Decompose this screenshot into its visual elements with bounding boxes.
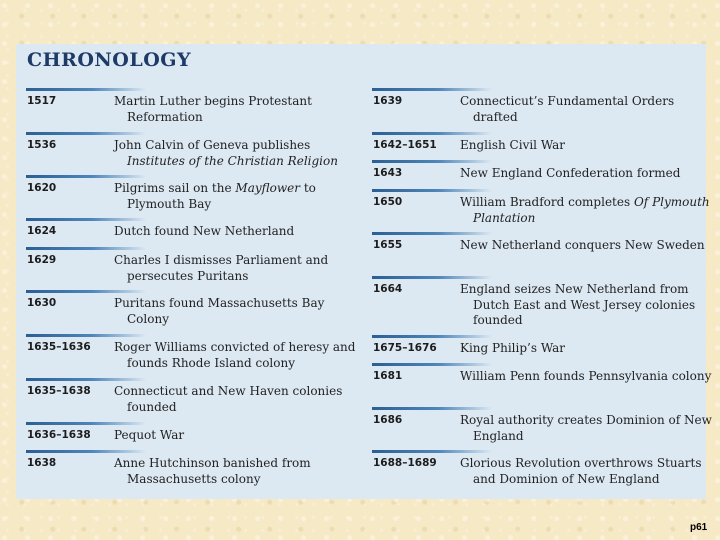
entry-event: Pilgrims sail on the Mayflower to Plymouth Bay	[114, 181, 316, 211]
timeline-bar	[372, 335, 492, 338]
entry-year: 1536	[27, 139, 57, 151]
timeline-bar	[372, 88, 492, 91]
timeline-entry	[372, 160, 702, 189]
timeline-entry	[26, 422, 356, 450]
entry-event: William Bradford completes Of Plymouth Plantation	[460, 195, 710, 225]
entry-year: 1638	[27, 457, 57, 469]
timeline-bar	[26, 290, 146, 293]
entry-year: 1664	[373, 283, 403, 295]
entry-year: 1643	[373, 167, 403, 179]
timeline-entry	[26, 132, 356, 175]
entry-event: Glorious Revolution overthrows Stuarts and Dominion of New England	[460, 456, 702, 486]
entry-event: New Netherland conquers New Sweden	[460, 238, 705, 252]
entry-year: 1629	[27, 254, 57, 266]
timeline-entry	[26, 175, 356, 218]
entry-event: Martin Luther begins Protestant Reformation	[114, 94, 312, 124]
timeline-entry	[26, 247, 356, 290]
timeline-bar	[372, 450, 492, 453]
entry-event: Connecticut’s Fundamental Orders drafted	[460, 94, 675, 124]
timeline-entry	[26, 88, 356, 132]
timeline-entry	[372, 232, 705, 276]
timeline-entry	[372, 450, 702, 490]
entry-event: New England Confederation formed	[460, 166, 681, 180]
timeline-bar	[372, 276, 492, 279]
timeline-entry	[372, 276, 702, 335]
entry-year: 1655	[373, 239, 403, 251]
entry-year: 1642–1651	[373, 139, 437, 151]
timeline-bar	[372, 160, 492, 163]
timeline-entry	[372, 132, 702, 160]
entry-event: Roger Williams convicted of heresy and founds Rhode Island colony	[114, 340, 356, 370]
timeline-entry	[26, 450, 356, 490]
entry-year: 1681	[373, 370, 403, 382]
entry-event-title: Of Plymouth Plantation	[473, 195, 710, 225]
entry-year: 1635–1638	[27, 385, 91, 397]
entry-event: Charles I dismisses Parliament and persecutes Puritans	[114, 253, 329, 283]
entry-event: Puritans found Massachusetts Bay Colony	[114, 296, 325, 326]
timeline-entry	[372, 407, 712, 450]
timeline-bar	[26, 218, 146, 221]
entry-year: 1650	[373, 196, 403, 208]
timeline-bar	[372, 189, 492, 192]
timeline-bar	[372, 232, 492, 235]
timeline-bar	[372, 132, 492, 135]
timeline-entry	[372, 88, 702, 132]
entry-event: Dutch found New Netherland	[114, 224, 295, 238]
page-number: p61	[690, 522, 708, 533]
timeline-bar	[26, 378, 146, 381]
entry-event-title: Mayflower	[235, 181, 300, 195]
entry-event: King Philip’s War	[460, 341, 565, 355]
timeline-entry	[26, 378, 356, 422]
timeline-bar	[26, 175, 146, 178]
entry-year: 1635–1636	[27, 341, 91, 353]
entry-event: John Calvin of Geneva publishes Institutes of the Christian Religion	[114, 138, 338, 168]
entry-event: Pequot War	[114, 428, 185, 442]
entry-event: Royal authority creates Dominion of New England	[460, 413, 712, 443]
page-title: CHRONOLOGY	[27, 49, 192, 71]
entry-event: William Penn founds Pennsylvania colony	[460, 369, 712, 383]
timeline-entry	[26, 290, 356, 334]
entry-year: 1688–1689	[373, 457, 437, 469]
timeline-bar	[26, 450, 146, 453]
timeline-bar	[26, 88, 146, 91]
timeline-entry	[372, 189, 710, 232]
entry-year: 1686	[373, 414, 403, 426]
entry-year: 1620	[27, 182, 57, 194]
entry-year: 1517	[27, 95, 57, 107]
entry-event: England seizes New Netherland from Dutch East and West Jersey colonies founded	[460, 282, 696, 327]
timeline-bar	[372, 407, 492, 410]
timeline-entry	[26, 334, 356, 378]
timeline-bar	[372, 363, 492, 366]
timeline-bar	[26, 422, 146, 425]
entry-year: 1639	[373, 95, 403, 107]
timeline-entry	[26, 218, 356, 247]
entry-year: 1630	[27, 297, 57, 309]
entry-year: 1636–1638	[27, 429, 91, 441]
entry-year: 1624	[27, 225, 57, 237]
right-column	[372, 88, 712, 490]
timeline-bar	[26, 247, 146, 250]
entry-event: Anne Hutchinson banished from Massachusetts colony	[114, 456, 311, 486]
timeline-bar	[26, 132, 146, 135]
timeline-bar	[26, 334, 146, 337]
timeline-entry	[372, 363, 712, 407]
entry-event: English Civil War	[460, 138, 566, 152]
left-column	[26, 88, 356, 490]
entry-event-title: Institutes of the Christian Religion	[127, 153, 338, 168]
entry-event: Connecticut and New Haven colonies founded	[114, 384, 343, 414]
entry-year: 1675–1676	[373, 342, 437, 354]
timeline-entry	[372, 335, 702, 363]
